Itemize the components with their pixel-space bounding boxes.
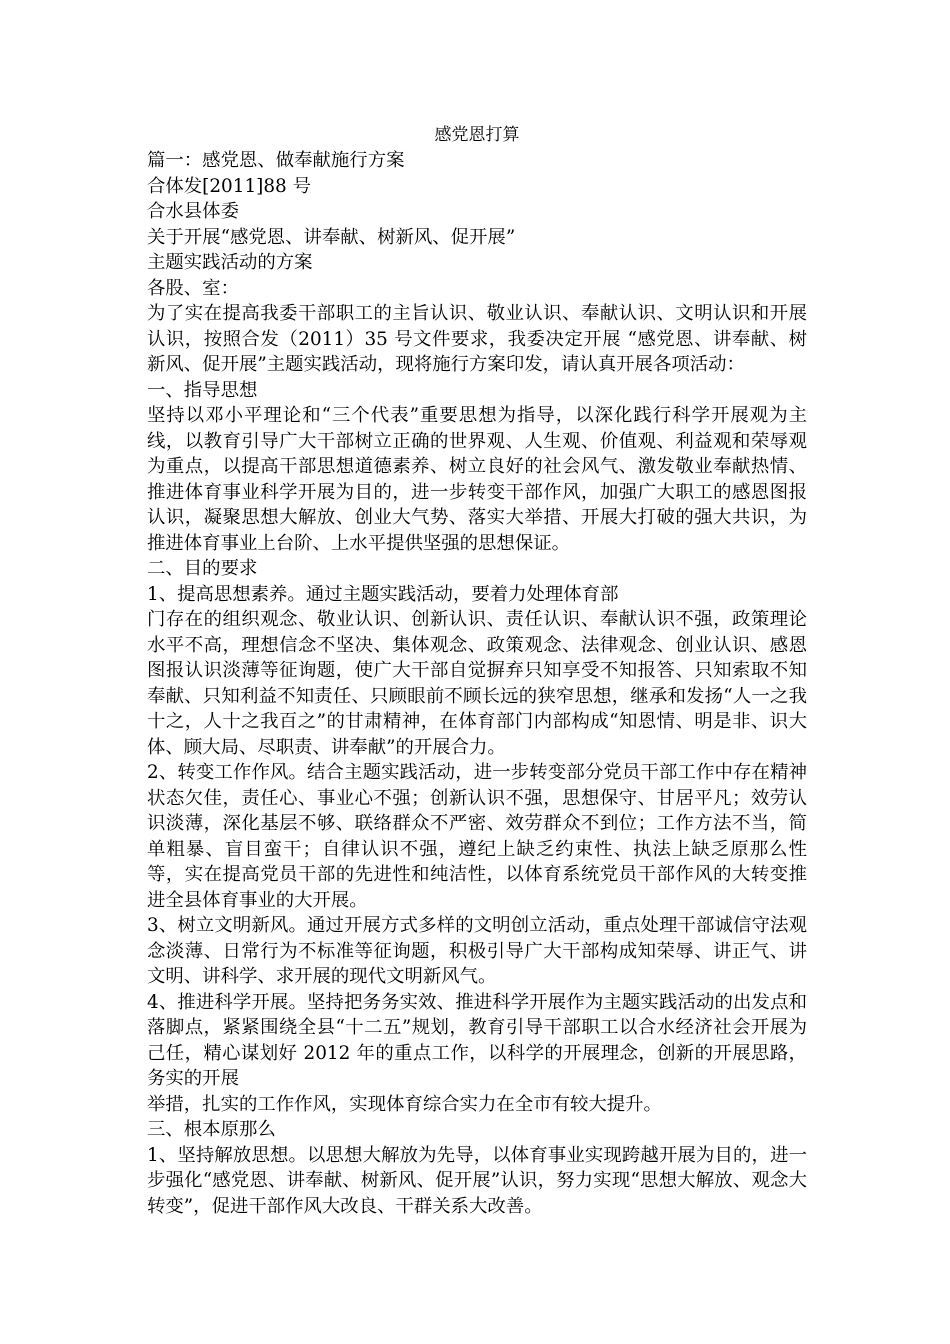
document-number: 合体发[2011]88 号 — [147, 175, 311, 197]
section-heading-guiding-thought: 一、指导思想 — [147, 379, 258, 401]
notice-title-line2: 主题实践活动的方案 — [147, 252, 313, 273]
goal-3-paragraph: 3、树立文明新风。通过开展方式多样的文明创立活动，重点处理干部诚信守法观念淡薄、日常行为不标准等征询题，积极引导广大干部构成知荣辱、讲正气、讲文明、讲科学、求开展的现代文明新风气。 — [147, 915, 807, 987]
goal-4-continuation: 举措，扎实的工作作风，实现体育综合实力在全市有较大提升。 — [147, 1093, 662, 1115]
notice-title-line1: 关于开展“感党恩、讲奉献、树新风、促开展” — [147, 226, 516, 248]
principle-1-paragraph: 1、坚持解放思想。以思想大解放为先导，以体育事业实现跨越开展为目的，进一步强化“感党恩、讲奉献、树新风、促开展”认识，努力实现“思想大解放、观念大转变”，促进干部作风大改良、干群关系大改善。 — [147, 1144, 807, 1217]
goal-2-paragraph: 2、转变工作作风。结合主题实践活动，进一步转变部分党员干部工作中存在精神状态欠佳，责任心、事业心不强；创新认识不强，思想保守、甘居平凡；效劳认识淡薄，深化基层不够、联络群众不严密、效劳群众不到位；工作方法不当，简单粗暴、盲目蛮干；自律认识不强，遵纪上缺乏约束性、执法上缺乏原那么性等，实在提高党员干部的先进性和纯洁性，以体育系统党员干部作风的大转变推进全县体育事业的大开展。 — [147, 762, 807, 911]
section-heading-goals: 二、目的要求 — [147, 558, 258, 579]
guiding-thought-paragraph: 坚持以邓小平理论和“三个代表”重要思想为指导，以深化践行科学开展观为主线，以教育引导广大干部树立正确的世界观、人生观、价值观、利益观和荣辱观为重点，以提高干部思想道德素养、树立良好的社会风气、激发敬业奉献热情、推进体育事业科学开展为目的，进一步转变干部作风，加强广大职工的感恩图报认识，凝聚思想大解放、创业大气势、落实大举措、开展大打破的强大共识，为推进体育事业上台阶、上水平提供坚强的思想保证。 — [147, 405, 807, 554]
salutation: 各股、室： — [147, 277, 239, 299]
document-page — [147, 122, 807, 1219]
intro-paragraph: 为了实在提高我委干部职工的主旨认识、敬业认识、奉献认识、文明认识和开展认识，按照合发（2011）35 号文件要求，我委决定开展 “感党恩、讲奉献、树新风、促开展”主题实践活动，现将施行方案印发，请认真开展各项活动： — [147, 303, 807, 375]
goal-1-first-line: 1、提高思想素养。通过主题实践活动，要着力处理体育部 — [147, 583, 619, 605]
document-title: 感党恩打算 — [434, 125, 520, 145]
section-heading-principles: 三、根本原那么 — [147, 1119, 276, 1140]
goal-1-paragraph: 门存在的组织观念、敬业认识、创新认识、责任认识、奉献认识不强，政策理论水平不高，理想信念不坚决、集体观念、政策观念、法律观念、创业认识、感恩图报认识淡薄等征询题，使广大干部自觉摒弃只知享受不知报答、只知索取不知奉献、只知利益不知责任、只顾眼前不顾长远的狭窄思想，继承和发扬“人一之我十之，人十之我百之”的甘肃精神，在体育部门内部构成“知恩情、明是非、识大体、顾大局、尽职责、讲奉献”的开展合力。 — [147, 609, 807, 758]
goal-4-paragraph: 4、推进科学开展。坚持把务务实效、推进科学开展作为主题实践活动的出发点和落脚点，紧紧围绕全县“十二五”规划，教育引导干部职工以合水经济社会开展为己任，精心谋划好 2012 年的重点工作，以科学的开展理念，创新的开展思路，务实的开展 — [147, 991, 807, 1089]
article-heading: 篇一：感党恩、做奉献施行方案 — [147, 150, 405, 171]
issuing-organization: 合水县体委 — [147, 201, 239, 222]
